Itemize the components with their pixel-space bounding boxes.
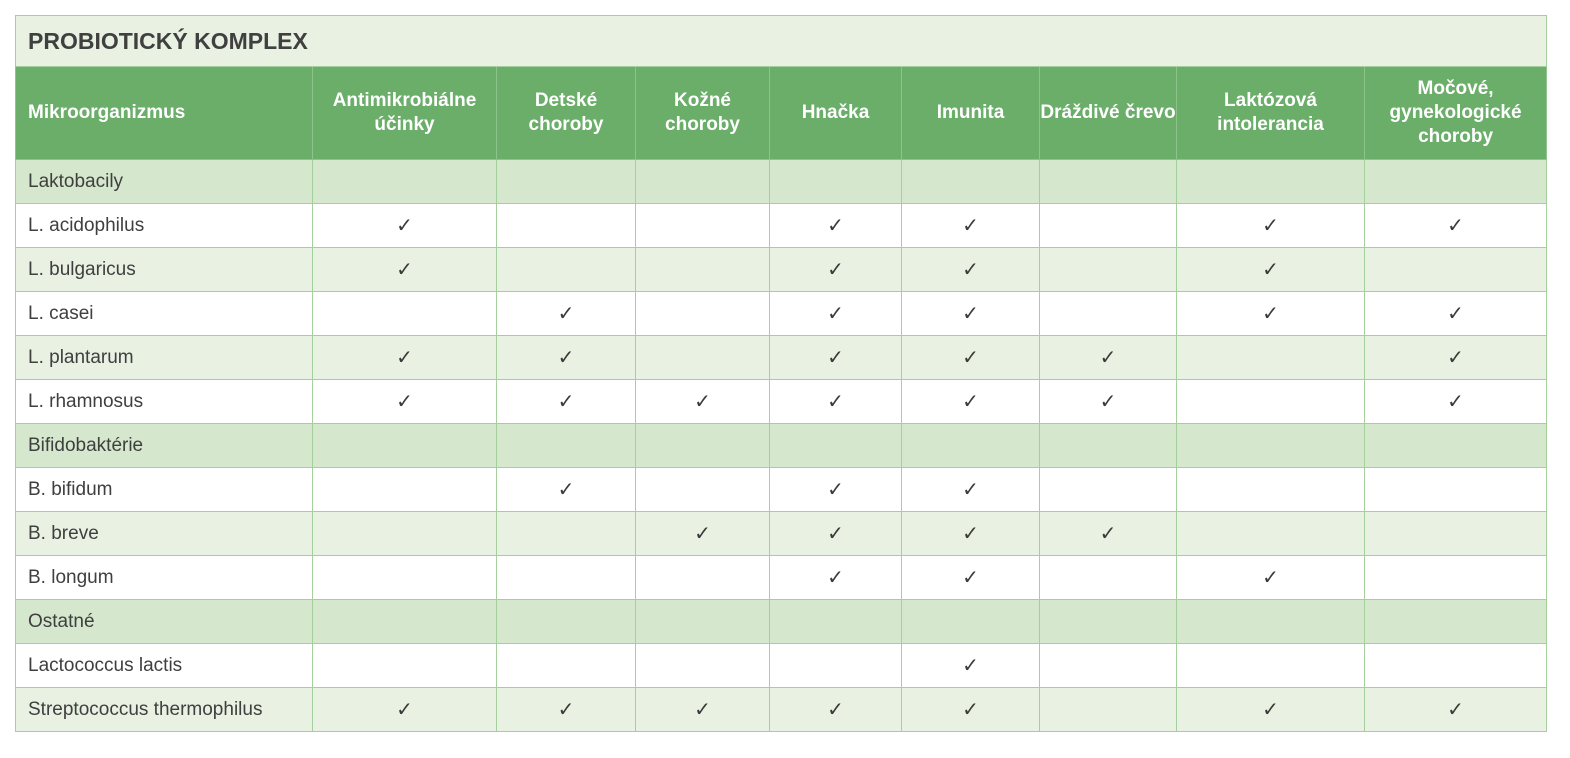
check-cell bbox=[902, 644, 1040, 688]
check-cell bbox=[902, 468, 1040, 512]
probiotic-table bbox=[15, 15, 1547, 732]
table-row bbox=[16, 380, 1547, 424]
checkmark-icon: ✓ bbox=[1262, 301, 1279, 325]
checkmark-icon: ✓ bbox=[1447, 301, 1464, 325]
checkmark-icon: ✓ bbox=[694, 389, 711, 413]
checkmark-icon: ✓ bbox=[1099, 345, 1117, 369]
checkmark-icon: ✓ bbox=[1447, 389, 1464, 413]
organism-name: L. bulgaricus bbox=[16, 248, 313, 292]
checkmark-icon: ✓ bbox=[962, 389, 979, 413]
checkmark-icon: ✓ bbox=[694, 697, 711, 721]
checkmark-icon: ✓ bbox=[827, 565, 844, 589]
check-cell bbox=[902, 204, 1040, 248]
check-cell bbox=[902, 292, 1040, 336]
check-cell bbox=[1040, 688, 1177, 732]
checkmark-icon: ✓ bbox=[1447, 213, 1464, 237]
table-row bbox=[16, 644, 1547, 688]
check-cell bbox=[1365, 468, 1547, 512]
organism-name: L. acidophilus bbox=[16, 204, 313, 248]
check-cell bbox=[902, 336, 1040, 380]
table-title-row bbox=[16, 16, 1547, 67]
check-cell bbox=[636, 512, 770, 556]
check-cell bbox=[313, 688, 497, 732]
check-cell bbox=[497, 292, 636, 336]
group-empty-cell bbox=[770, 424, 902, 468]
check-cell bbox=[1177, 644, 1365, 688]
table-row bbox=[16, 292, 1547, 336]
check-cell bbox=[313, 336, 497, 380]
organism-name: B. breve bbox=[16, 512, 313, 556]
group-empty-cell bbox=[497, 600, 636, 644]
check-cell bbox=[770, 380, 902, 424]
check-cell bbox=[313, 292, 497, 336]
checkmark-icon: ✓ bbox=[396, 697, 413, 721]
checkmark-icon: ✓ bbox=[962, 477, 979, 501]
check-cell bbox=[1040, 292, 1177, 336]
group-empty-cell bbox=[1177, 160, 1365, 204]
group-empty-cell bbox=[1365, 600, 1547, 644]
check-cell bbox=[1040, 248, 1177, 292]
group-header-row bbox=[16, 160, 1547, 204]
organism-name: B. bifidum bbox=[16, 468, 313, 512]
check-cell bbox=[313, 248, 497, 292]
checkmark-icon: ✓ bbox=[962, 521, 979, 545]
group-header-row bbox=[16, 600, 1547, 644]
check-cell bbox=[770, 248, 902, 292]
check-cell bbox=[1040, 468, 1177, 512]
column-header-1: Antimikrobiálne účinky bbox=[313, 67, 497, 160]
checkmark-icon: ✓ bbox=[962, 257, 979, 281]
check-cell bbox=[636, 468, 770, 512]
checkmark-icon: ✓ bbox=[557, 345, 575, 369]
checkmark-icon: ✓ bbox=[1099, 521, 1117, 545]
column-header-organism: Mikroorganizmus bbox=[16, 67, 313, 160]
check-cell bbox=[497, 204, 636, 248]
group-label: Ostatné bbox=[16, 600, 313, 644]
organism-name: Streptococcus thermophilus bbox=[16, 688, 313, 732]
checkmark-icon: ✓ bbox=[962, 213, 979, 237]
group-empty-cell bbox=[1177, 424, 1365, 468]
check-cell bbox=[1365, 204, 1547, 248]
group-empty-cell bbox=[636, 424, 770, 468]
check-cell bbox=[1040, 380, 1177, 424]
check-cell bbox=[636, 644, 770, 688]
organism-name: L. plantarum bbox=[16, 336, 313, 380]
check-cell bbox=[1177, 380, 1365, 424]
checkmark-icon: ✓ bbox=[827, 345, 844, 369]
check-cell bbox=[1365, 336, 1547, 380]
check-cell bbox=[902, 248, 1040, 292]
check-cell bbox=[497, 556, 636, 600]
check-cell bbox=[497, 688, 636, 732]
check-cell bbox=[497, 512, 636, 556]
check-cell bbox=[1177, 248, 1365, 292]
column-header-row bbox=[16, 67, 1547, 160]
check-cell bbox=[1365, 380, 1547, 424]
group-empty-cell bbox=[636, 600, 770, 644]
group-empty-cell bbox=[1177, 600, 1365, 644]
check-cell bbox=[497, 644, 636, 688]
check-cell bbox=[1040, 204, 1177, 248]
check-cell bbox=[1177, 336, 1365, 380]
check-cell bbox=[313, 644, 497, 688]
organism-name: B. longum bbox=[16, 556, 313, 600]
table-row bbox=[16, 512, 1547, 556]
check-cell bbox=[636, 556, 770, 600]
check-cell bbox=[1365, 512, 1547, 556]
check-cell bbox=[1365, 556, 1547, 600]
checkmark-icon: ✓ bbox=[396, 213, 413, 237]
group-label: Bifidobaktérie bbox=[16, 424, 313, 468]
organism-name: Lactococcus lactis bbox=[16, 644, 313, 688]
check-cell bbox=[1040, 512, 1177, 556]
group-empty-cell bbox=[1040, 424, 1177, 468]
check-cell bbox=[313, 468, 497, 512]
table-title: PROBIOTICKÝ KOMPLEX bbox=[16, 16, 1547, 67]
checkmark-icon: ✓ bbox=[396, 389, 413, 413]
table-row bbox=[16, 336, 1547, 380]
check-cell bbox=[1365, 644, 1547, 688]
group-label: Laktobacily bbox=[16, 160, 313, 204]
check-cell bbox=[313, 556, 497, 600]
group-empty-cell bbox=[770, 600, 902, 644]
check-cell bbox=[1177, 512, 1365, 556]
checkmark-icon: ✓ bbox=[962, 301, 979, 325]
group-empty-cell bbox=[1040, 160, 1177, 204]
group-empty-cell bbox=[902, 424, 1040, 468]
checkmark-icon: ✓ bbox=[694, 521, 711, 545]
group-empty-cell bbox=[902, 160, 1040, 204]
column-header-7: Laktózová intolerancia bbox=[1177, 67, 1365, 160]
check-cell bbox=[1177, 688, 1365, 732]
group-empty-cell bbox=[1365, 424, 1547, 468]
checkmark-icon: ✓ bbox=[962, 565, 979, 589]
check-cell bbox=[1365, 688, 1547, 732]
check-cell bbox=[497, 468, 636, 512]
checkmark-icon: ✓ bbox=[1099, 389, 1117, 413]
check-cell bbox=[770, 292, 902, 336]
group-empty-cell bbox=[1365, 160, 1547, 204]
check-cell bbox=[497, 336, 636, 380]
check-cell bbox=[902, 556, 1040, 600]
check-cell bbox=[497, 380, 636, 424]
group-empty-cell bbox=[313, 424, 497, 468]
check-cell bbox=[1040, 556, 1177, 600]
column-header-3: Kožné choroby bbox=[636, 67, 770, 160]
checkmark-icon: ✓ bbox=[1262, 257, 1279, 281]
check-cell bbox=[902, 688, 1040, 732]
checkmark-icon: ✓ bbox=[1262, 697, 1279, 721]
check-cell bbox=[770, 468, 902, 512]
check-cell bbox=[636, 688, 770, 732]
group-empty-cell bbox=[1040, 600, 1177, 644]
check-cell bbox=[1040, 644, 1177, 688]
check-cell bbox=[1365, 248, 1547, 292]
group-empty-cell bbox=[902, 600, 1040, 644]
group-empty-cell bbox=[497, 160, 636, 204]
check-cell bbox=[1177, 292, 1365, 336]
check-cell bbox=[902, 512, 1040, 556]
group-empty-cell bbox=[770, 160, 902, 204]
checkmark-icon: ✓ bbox=[827, 697, 844, 721]
checkmark-icon: ✓ bbox=[557, 697, 575, 721]
checkmark-icon: ✓ bbox=[962, 345, 979, 369]
probiotic-table-container bbox=[15, 15, 1546, 732]
checkmark-icon: ✓ bbox=[557, 477, 575, 501]
organism-name: L. casei bbox=[16, 292, 313, 336]
checkmark-icon: ✓ bbox=[557, 301, 575, 325]
checkmark-icon: ✓ bbox=[827, 521, 844, 545]
group-empty-cell bbox=[313, 600, 497, 644]
checkmark-icon: ✓ bbox=[827, 257, 844, 281]
check-cell bbox=[770, 512, 902, 556]
check-cell bbox=[770, 644, 902, 688]
check-cell bbox=[1177, 468, 1365, 512]
check-cell bbox=[770, 336, 902, 380]
table-row bbox=[16, 248, 1547, 292]
group-empty-cell bbox=[636, 160, 770, 204]
check-cell bbox=[636, 380, 770, 424]
check-cell bbox=[636, 248, 770, 292]
check-cell bbox=[1177, 556, 1365, 600]
group-empty-cell bbox=[313, 160, 497, 204]
column-header-5: Imunita bbox=[902, 67, 1040, 160]
checkmark-icon: ✓ bbox=[557, 389, 575, 413]
check-cell bbox=[636, 292, 770, 336]
checkmark-icon: ✓ bbox=[962, 697, 979, 721]
check-cell bbox=[313, 512, 497, 556]
checkmark-icon: ✓ bbox=[396, 345, 413, 369]
check-cell bbox=[1365, 292, 1547, 336]
checkmark-icon: ✓ bbox=[1262, 565, 1279, 589]
table-row bbox=[16, 688, 1547, 732]
check-cell bbox=[770, 204, 902, 248]
checkmark-icon: ✓ bbox=[827, 301, 844, 325]
group-header-row bbox=[16, 424, 1547, 468]
group-empty-cell bbox=[497, 424, 636, 468]
organism-name: L. rhamnosus bbox=[16, 380, 313, 424]
table-row bbox=[16, 556, 1547, 600]
checkmark-icon: ✓ bbox=[1262, 213, 1279, 237]
check-cell bbox=[313, 204, 497, 248]
check-cell bbox=[770, 688, 902, 732]
check-cell bbox=[636, 336, 770, 380]
checkmark-icon: ✓ bbox=[1447, 345, 1464, 369]
table-row bbox=[16, 204, 1547, 248]
check-cell bbox=[770, 556, 902, 600]
checkmark-icon: ✓ bbox=[827, 389, 844, 413]
column-header-2: Detské choroby bbox=[497, 67, 636, 160]
check-cell bbox=[497, 248, 636, 292]
table-row bbox=[16, 468, 1547, 512]
check-cell bbox=[1177, 204, 1365, 248]
checkmark-icon: ✓ bbox=[962, 653, 979, 677]
column-header-4: Hnačka bbox=[770, 67, 902, 160]
checkmark-icon: ✓ bbox=[827, 213, 844, 237]
column-header-8: Močové, gynekologické choroby bbox=[1365, 67, 1547, 160]
checkmark-icon: ✓ bbox=[827, 477, 844, 501]
checkmark-icon: ✓ bbox=[396, 257, 413, 281]
checkmark-icon: ✓ bbox=[1447, 697, 1464, 721]
check-cell bbox=[636, 204, 770, 248]
check-cell bbox=[313, 380, 497, 424]
check-cell bbox=[902, 380, 1040, 424]
column-header-6: Dráždivé črevo bbox=[1040, 67, 1177, 160]
check-cell bbox=[1040, 336, 1177, 380]
